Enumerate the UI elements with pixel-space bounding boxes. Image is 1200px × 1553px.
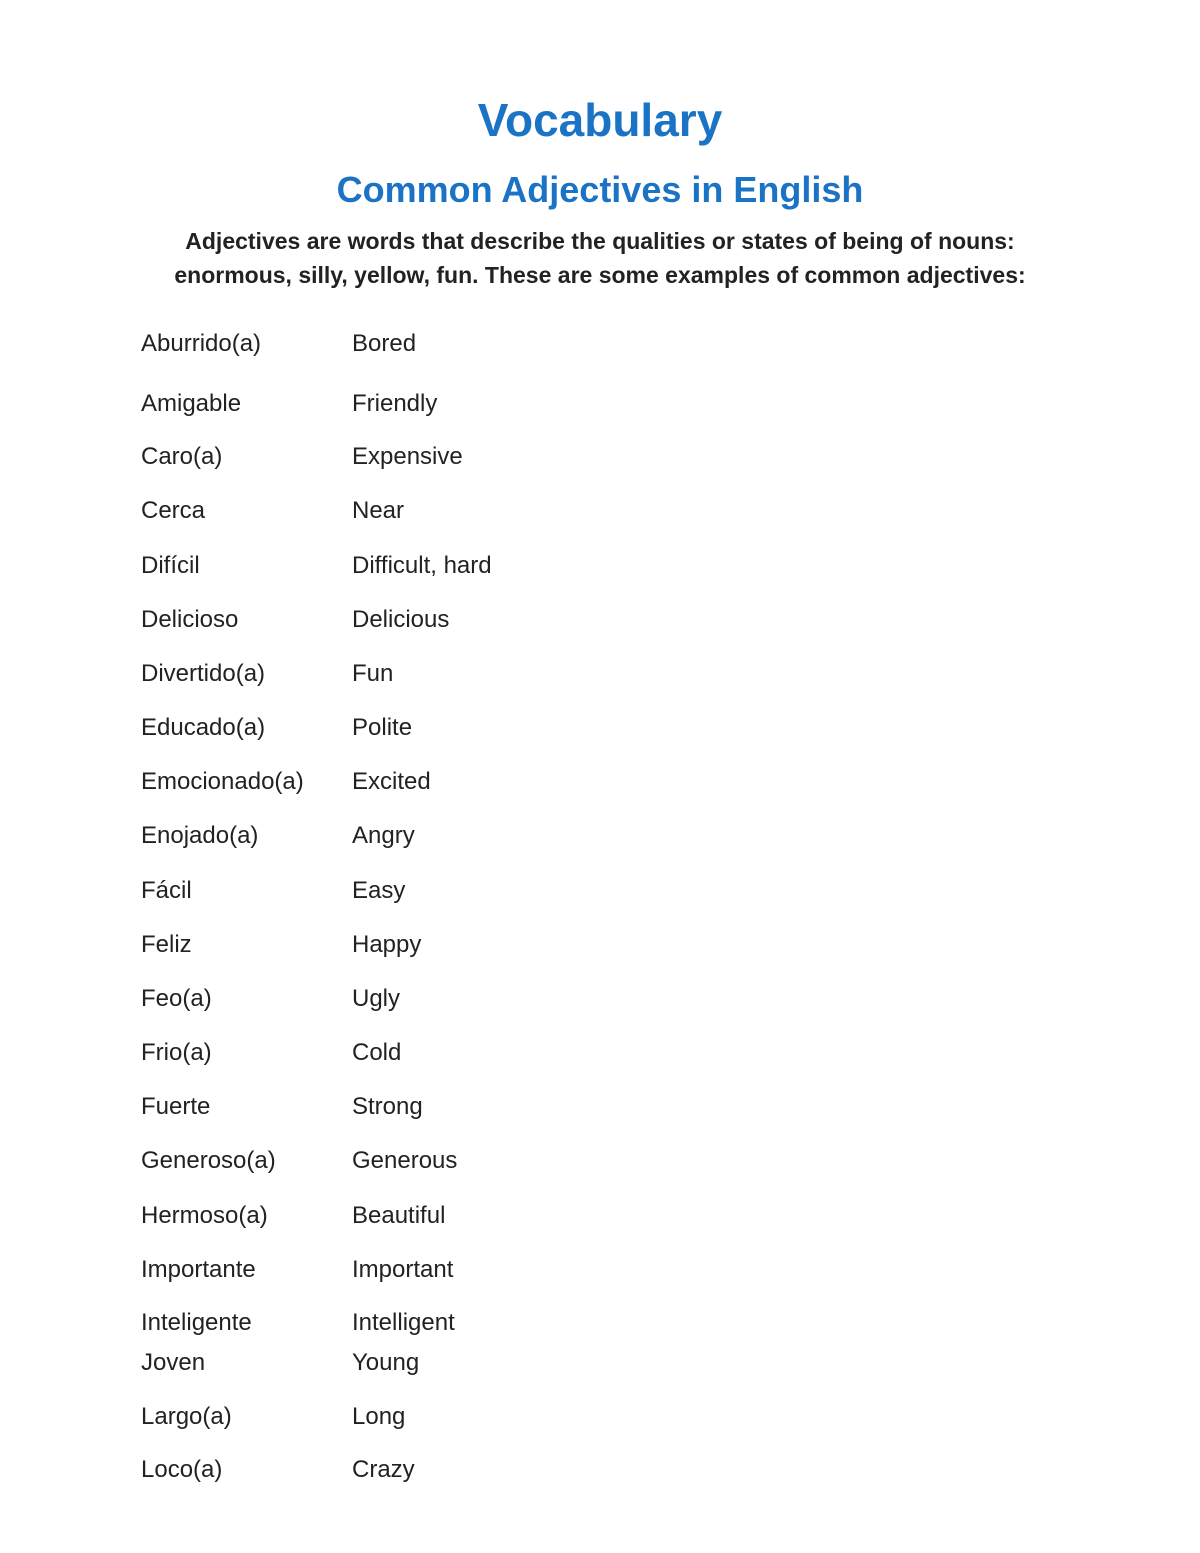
vocab-row (141, 818, 841, 854)
vocab-row (141, 1305, 841, 1341)
english-translation: Young (352, 1349, 420, 1376)
english-translation: Difficult, hard (352, 552, 492, 579)
spanish-word: Fácil (141, 877, 192, 904)
english-translation: Cold (352, 1039, 402, 1066)
vocab-row (141, 710, 841, 746)
english-translation: Near (352, 497, 405, 524)
english-translation: Happy (352, 931, 422, 958)
english-translation: Excited (352, 768, 431, 795)
vocab-row (141, 439, 841, 475)
vocabulary-list (141, 0, 841, 1553)
vocab-row (141, 548, 841, 584)
english-translation: Polite (352, 714, 413, 741)
spanish-word: Frio(a) (141, 1039, 212, 1066)
spanish-word: Enojado(a) (141, 822, 259, 849)
spanish-word: Feo(a) (141, 985, 212, 1012)
vocab-row (141, 927, 841, 963)
spanish-word: Fuerte (141, 1093, 211, 1120)
english-translation: Friendly (352, 390, 438, 417)
vocab-row (141, 981, 841, 1017)
vocab-row (141, 1345, 841, 1381)
spanish-word: Feliz (141, 931, 192, 958)
vocab-row (141, 602, 841, 638)
english-translation: Generous (352, 1147, 458, 1174)
spanish-word: Cerca (141, 497, 206, 524)
english-translation: Easy (352, 877, 406, 904)
english-translation: Crazy (352, 1456, 415, 1483)
vocab-row (141, 656, 841, 692)
intro-line-2: enormous, silly, yellow, fun. These are some examples of common adjectives: (174, 262, 1026, 288)
english-translation: Strong (352, 1093, 423, 1120)
spanish-word: Emocionado(a) (141, 768, 304, 795)
vocab-row (141, 1198, 841, 1234)
spanish-word: Divertido(a) (141, 660, 266, 687)
spanish-word: Loco(a) (141, 1456, 223, 1483)
vocab-row (141, 873, 841, 909)
english-translation: Intelligent (352, 1309, 455, 1336)
vocab-row (141, 1143, 841, 1179)
english-translation: Ugly (352, 985, 401, 1012)
vocab-row (141, 1252, 841, 1288)
spanish-word: Importante (141, 1256, 256, 1283)
vocab-row (141, 1035, 841, 1071)
spanish-word: Caro(a) (141, 443, 223, 470)
english-translation: Long (352, 1403, 406, 1430)
vocab-row (141, 326, 841, 362)
english-translation: Fun (352, 660, 394, 687)
spanish-word: Educado(a) (141, 714, 266, 741)
spanish-word: Aburrido(a) (141, 330, 262, 357)
spanish-word: Joven (141, 1349, 206, 1376)
english-translation: Important (352, 1256, 454, 1283)
english-translation: Delicious (352, 606, 450, 633)
english-translation: Beautiful (352, 1202, 446, 1229)
spanish-word: Hermoso(a) (141, 1202, 268, 1229)
page-title: Vocabulary (477, 94, 723, 146)
english-translation: Bored (352, 330, 417, 357)
spanish-word: Generoso(a) (141, 1147, 276, 1174)
vocab-row (141, 1089, 841, 1125)
spanish-word: Largo(a) (141, 1403, 232, 1430)
vocab-row (141, 1452, 841, 1488)
vocab-row (141, 493, 841, 529)
page-subtitle: Common Adjectives in English (336, 169, 864, 210)
vocab-row (141, 386, 841, 422)
spanish-word: Amigable (141, 390, 242, 417)
spanish-word: Inteligente (141, 1309, 252, 1336)
english-translation: Expensive (352, 443, 463, 470)
english-translation: Angry (352, 822, 415, 849)
spanish-word: Delicioso (141, 606, 239, 633)
intro-line-1: Adjectives are words that describe the qualities or states of being of nouns: (185, 228, 1015, 254)
vocab-row (141, 1399, 841, 1435)
spanish-word: Difícil (141, 552, 200, 579)
vocab-row (141, 764, 841, 800)
